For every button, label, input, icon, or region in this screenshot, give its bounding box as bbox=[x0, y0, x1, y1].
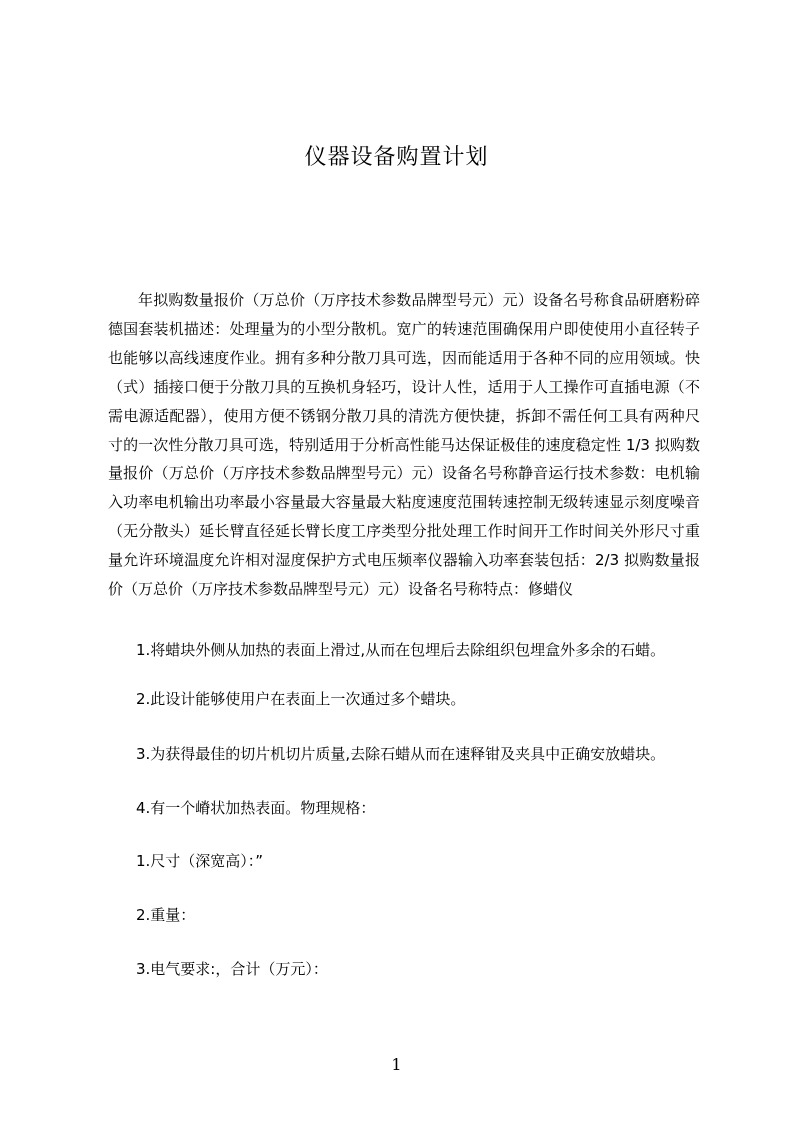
list-item-4: 4.有一个嵴状加热表面。物理规格： bbox=[136, 799, 376, 817]
list-item-7: 3.电气要求:，合计（万元）： bbox=[136, 960, 328, 978]
list-item-5: 1.尺寸（深宽高）：” bbox=[136, 852, 264, 870]
page-title: 仪器设备购置计划 bbox=[304, 145, 489, 170]
page-number: 1 bbox=[391, 1055, 402, 1074]
list-item-1: 1.将蜡块外侧从加热的表面上滑过,从而在包埋后去除组织包埋盒外多余的石蜡。 bbox=[136, 641, 666, 659]
list-item-2: 2.此设计能够使用户在表面上一次通过多个蜡块。 bbox=[136, 690, 466, 708]
list-item-3: 3.为获得最佳的切片机切片质量,去除石蜡从而在速释钳及夹具中正确安放蜡块。 bbox=[136, 745, 666, 763]
body-paragraph: 年拟购数量报价（万总价（万序技术参数品牌型号元）元）设备名号称食品研磨粉碎德国套装机描述：处理量为的小型分散机。宽广的转速范围确保用户即使使用小直径转子也能够以高线速度作业。拥有多种分散刀具可选，因而能适用于各种不同的应用领域。快（式）插接口便于分散刀具的互换机身轻巧，设计人性，适用于人工操作可直插电源（不需电源适配器），使用方便不锈钢分散刀具的清洗方便快捷，拆卸不需任何工具有两种尺寸的一次性分散刀具可选，特别适用于分析高性能马达保证极佳的速度稳定性 1/3 拟购数量报价（万总价（万序技术参数品牌型号元）元）设备名号称静音运行技术参数：电机输入功率电机输出功率最小容量最大容量最大粘度速度范围转速控制无级转速显示刻度噪音（无分散头）延长臂直径延长臂长度工序类型分批处理工作时间开工作时间关外形尺寸重量允许环境温度允许相对湿度保护方式电压频率仪器输入功率套装包括：2/3 拟购数量报价（万总价（万序技术参数品牌型号元）元）设备名号称特点：修蜡仪 bbox=[108, 291, 700, 599]
list-item-6: 2.重量： bbox=[136, 906, 196, 924]
